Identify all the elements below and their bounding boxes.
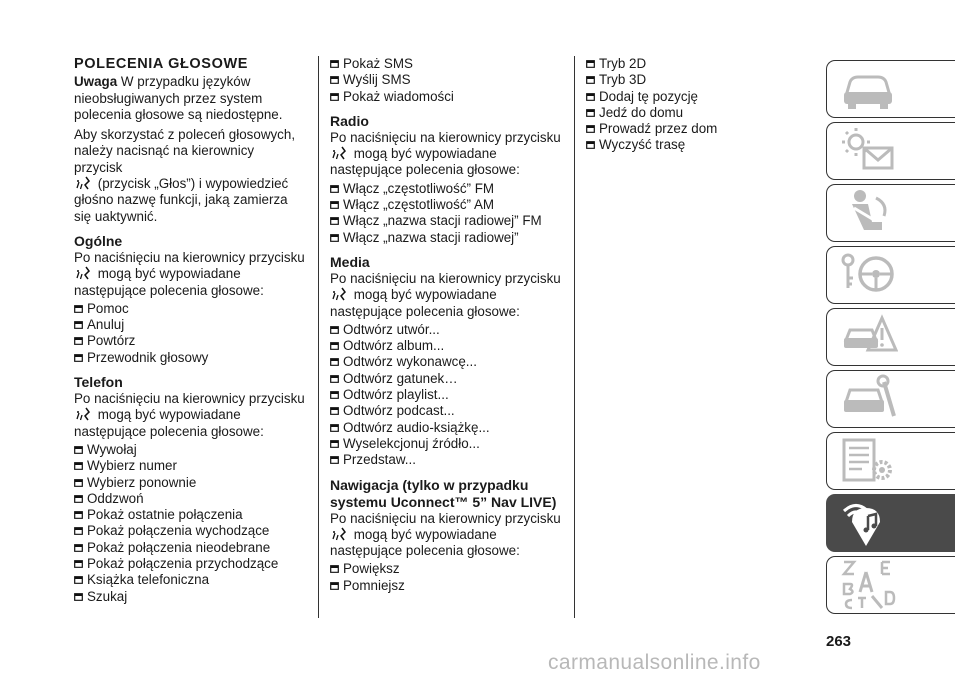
command-list-general — [74, 301, 306, 366]
list-item-text: Książka telefoniczna — [87, 572, 210, 588]
list-item — [74, 589, 306, 605]
bullet-icon — [330, 440, 339, 448]
bullet-icon — [330, 185, 339, 193]
section-heading-navigation: Nawigacja (tylko w przypadku systemu Uconnect™ 5” Nav LIVE) — [330, 476, 557, 510]
tab-safety[interactable] — [826, 184, 956, 242]
list-item — [586, 105, 736, 121]
column-right — [586, 56, 736, 154]
list-item — [330, 420, 562, 436]
column-divider — [574, 56, 575, 618]
list-item-text: Włącz „nazwa stacji radiowej” FM — [343, 213, 542, 229]
bullet-icon — [74, 593, 83, 601]
command-list-navigation — [330, 561, 562, 594]
section-heading-radio: Radio — [330, 112, 369, 129]
list-item — [74, 523, 306, 539]
list-item — [74, 350, 306, 366]
section-heading-general: Ogólne — [74, 232, 123, 249]
list-item-text: Włącz „nazwa stacji radiowej” — [343, 229, 519, 245]
description-text-a: Po naciśnięciu na kierownicy przycisku — [330, 510, 561, 526]
list-item — [586, 137, 736, 153]
list-item — [74, 317, 306, 333]
list-item-text: Wybierz ponownie — [87, 474, 197, 490]
bullet-icon — [74, 576, 83, 584]
bullet-icon — [330, 375, 339, 383]
list-item — [74, 475, 306, 491]
bullet-icon — [330, 424, 339, 432]
description-text-b: mogą być wypowiadane następujące polecenia głosowe: — [330, 526, 520, 559]
settings-doc-gear-icon — [838, 434, 898, 486]
page-number: 263 — [826, 633, 852, 650]
bullet-icon — [586, 125, 595, 133]
list-item-text: Odtwórz audio-książkę... — [343, 419, 490, 435]
list-item-text: Wyczyść trasę — [599, 137, 686, 153]
list-item — [330, 578, 562, 594]
list-item-text: Przedstaw... — [343, 452, 416, 468]
list-item-text: Pomoc — [87, 300, 129, 316]
command-list-radio — [330, 181, 562, 246]
bullet-icon — [330, 201, 339, 209]
list-item-text: Przewodnik głosowy — [87, 349, 209, 365]
bullet-icon — [330, 93, 339, 101]
list-item-text: Wywołaj — [87, 441, 137, 457]
list-item-text: Pomniejsz — [343, 577, 405, 593]
section-heading-phone: Telefon — [74, 374, 123, 391]
list-item — [330, 354, 562, 370]
phone-description — [74, 391, 306, 440]
bullet-icon — [330, 76, 339, 84]
bullet-icon — [74, 479, 83, 487]
list-item — [330, 197, 562, 213]
list-item-text: Pokaż połączenia przychodzące — [87, 556, 279, 572]
list-item-text: Odtwórz playlist... — [343, 387, 449, 403]
tab-starting-driving[interactable] — [826, 246, 956, 304]
bullet-icon — [330, 342, 339, 350]
tab-warning-lights[interactable] — [826, 122, 956, 180]
list-item — [330, 89, 562, 105]
list-item — [330, 452, 562, 468]
list-item-text: Pokaż ostatnie połączenia — [87, 507, 243, 523]
voice-button-icon — [331, 527, 349, 541]
bullet-icon — [74, 305, 83, 313]
list-item-text: Włącz „częstotliwość” AM — [343, 197, 495, 213]
list-item-text: Prowadź przez dom — [599, 121, 718, 137]
bullet-icon — [330, 358, 339, 366]
tab-car[interactable] — [826, 60, 956, 118]
tab-emergency[interactable] — [826, 308, 956, 366]
roadside-warning-icon — [838, 310, 898, 362]
list-item-text: Dodaj tę pozycję — [599, 88, 698, 104]
list-item — [330, 72, 562, 88]
list-item — [330, 230, 562, 246]
bullet-icon — [330, 582, 339, 590]
service-wrench-icon — [838, 372, 898, 424]
list-item-text: Pokaż połączenia wychodzące — [87, 523, 270, 539]
list-item-text: Anuluj — [87, 317, 125, 333]
list-item — [74, 540, 306, 556]
description-text-b: mogą być wypowiadane następujące polecenia głosowe: — [330, 146, 520, 178]
list-item-text: Wyślij SMS — [343, 72, 411, 88]
list-item-text: Jedź do domu — [599, 104, 684, 120]
airbag-seat-icon — [838, 186, 898, 238]
tab-multimedia[interactable] — [826, 494, 956, 552]
description-text-b: mogą być wypowiadane następujące polecenia głosowe: — [74, 407, 264, 439]
description-text-a: Po naciśnięciu na kierownicy przycisku — [74, 391, 305, 407]
bullet-icon — [74, 462, 83, 470]
multimedia-music-icon — [838, 496, 898, 548]
bullet-icon — [586, 109, 595, 117]
bullet-icon — [74, 446, 83, 454]
bullet-icon — [330, 234, 339, 242]
command-list-phone — [74, 442, 306, 605]
intro-paragraph — [74, 74, 306, 123]
list-item — [74, 301, 306, 317]
list-item-text: Wyselekcjonuj źródło... — [343, 435, 480, 451]
list-item — [330, 371, 562, 387]
list-item — [586, 56, 736, 72]
tab-index[interactable] — [826, 556, 956, 614]
warning-lights-icon — [838, 124, 898, 176]
list-item — [330, 213, 562, 229]
bullet-icon — [330, 60, 339, 68]
list-item-text: Powiększ — [343, 561, 400, 577]
list-item-text: Wybierz numer — [87, 458, 177, 474]
bullet-icon — [74, 527, 83, 535]
bullet-icon — [586, 60, 595, 68]
list-item — [330, 338, 562, 354]
instructions-text-a: Aby skorzystać z poleceń głosowych, należy nacisnąć na kierownicy przycisk — [74, 127, 296, 175]
list-item — [74, 333, 306, 349]
bullet-icon — [74, 337, 83, 345]
list-item — [586, 72, 736, 88]
page-title: POLECENIA GŁOSOWE — [74, 56, 249, 72]
radio-description — [330, 130, 562, 179]
list-item-text: Szukaj — [87, 588, 128, 604]
list-item-text: Pokaż SMS — [343, 56, 413, 71]
list-item-text: Powtórz — [87, 333, 136, 349]
voice-button-icon — [331, 146, 349, 160]
bullet-icon — [330, 391, 339, 399]
list-item — [586, 121, 736, 137]
bullet-icon — [74, 354, 83, 362]
list-item-text: Odtwórz album... — [343, 338, 445, 354]
description-text-a: Po naciśnięciu na kierownicy przycisku — [330, 129, 561, 145]
list-item — [74, 572, 306, 588]
voice-button-icon — [75, 407, 93, 421]
list-item — [330, 181, 562, 197]
list-item — [74, 458, 306, 474]
list-item — [74, 507, 306, 523]
watermark: carmanualsonline.info — [548, 651, 761, 674]
list-item-text: Odtwórz wykonawcę... — [343, 354, 477, 370]
bullet-icon — [74, 495, 83, 503]
list-item — [74, 442, 306, 458]
instructions-text-b: (przycisk „Głos”) i wypowiedzieć głośno nazwę funkcji, jaką zamierza się uaktywnić. — [74, 176, 289, 224]
list-item — [330, 56, 562, 72]
note-label: Uwaga — [74, 74, 118, 90]
bullet-icon — [74, 560, 83, 568]
voice-button-icon — [331, 287, 349, 301]
list-item — [74, 491, 306, 507]
description-text-a: Po naciśnięciu na kierownicy przycisku — [330, 270, 561, 286]
list-item — [330, 403, 562, 419]
column-divider — [318, 56, 319, 618]
instructions-paragraph — [74, 127, 306, 225]
list-item — [74, 556, 306, 572]
bullet-icon — [74, 511, 83, 519]
bullet-icon — [586, 93, 595, 101]
description-text-a: Po naciśnięciu na kierownicy przycisku — [74, 249, 305, 265]
list-item-text: Tryb 3D — [599, 72, 647, 88]
list-item-text: Pokaż wiadomości — [343, 88, 454, 104]
command-list-sms — [330, 56, 562, 105]
alphabetical-index-icon — [838, 558, 898, 610]
voice-button-icon — [75, 176, 93, 190]
bullet-icon — [330, 217, 339, 225]
command-list-media — [330, 322, 562, 469]
bullet-icon — [330, 407, 339, 415]
bullet-icon — [74, 544, 83, 552]
bullet-icon — [330, 326, 339, 334]
list-item-text: Odtwórz gatunek… — [343, 370, 458, 386]
list-item-text: Odtwórz podcast... — [343, 403, 455, 419]
list-item-text: Pokaż połączenia nieodebrane — [87, 539, 271, 555]
bullet-icon — [330, 565, 339, 573]
bullet-icon — [586, 76, 595, 84]
list-item-text: Oddzwoń — [87, 490, 144, 506]
list-item — [586, 89, 736, 105]
list-item — [330, 322, 562, 338]
bullet-icon — [330, 456, 339, 464]
voice-button-icon — [75, 266, 93, 280]
tab-technical-data[interactable] — [826, 432, 956, 490]
description-text-b: mogą być wypowiadane następujące polecenia głosowe: — [74, 266, 264, 298]
media-description — [330, 271, 562, 320]
bullet-icon — [74, 321, 83, 329]
section-heading-media: Media — [330, 253, 370, 270]
list-item — [330, 387, 562, 403]
car-icon — [838, 62, 898, 114]
list-item-text: Włącz „częstotliwość” FM — [343, 180, 495, 196]
bullet-icon — [586, 141, 595, 149]
steering-wheel-key-icon — [838, 248, 898, 300]
command-list-navigation-continued — [586, 56, 736, 154]
column-middle — [330, 56, 562, 594]
navigation-description — [330, 511, 562, 560]
list-item — [330, 561, 562, 577]
list-item-text: Tryb 2D — [599, 56, 647, 71]
list-item — [330, 436, 562, 452]
list-item-text: Odtwórz utwór... — [343, 321, 440, 337]
description-text-b: mogą być wypowiadane następujące polecenia głosowe: — [330, 287, 520, 319]
note-text: W przypadku języków nieobsługiwanych przez system polecenia głosowe są niedostępne. — [74, 74, 283, 122]
general-description — [74, 250, 306, 299]
column-left — [74, 56, 306, 605]
tab-maintenance[interactable] — [826, 370, 956, 428]
